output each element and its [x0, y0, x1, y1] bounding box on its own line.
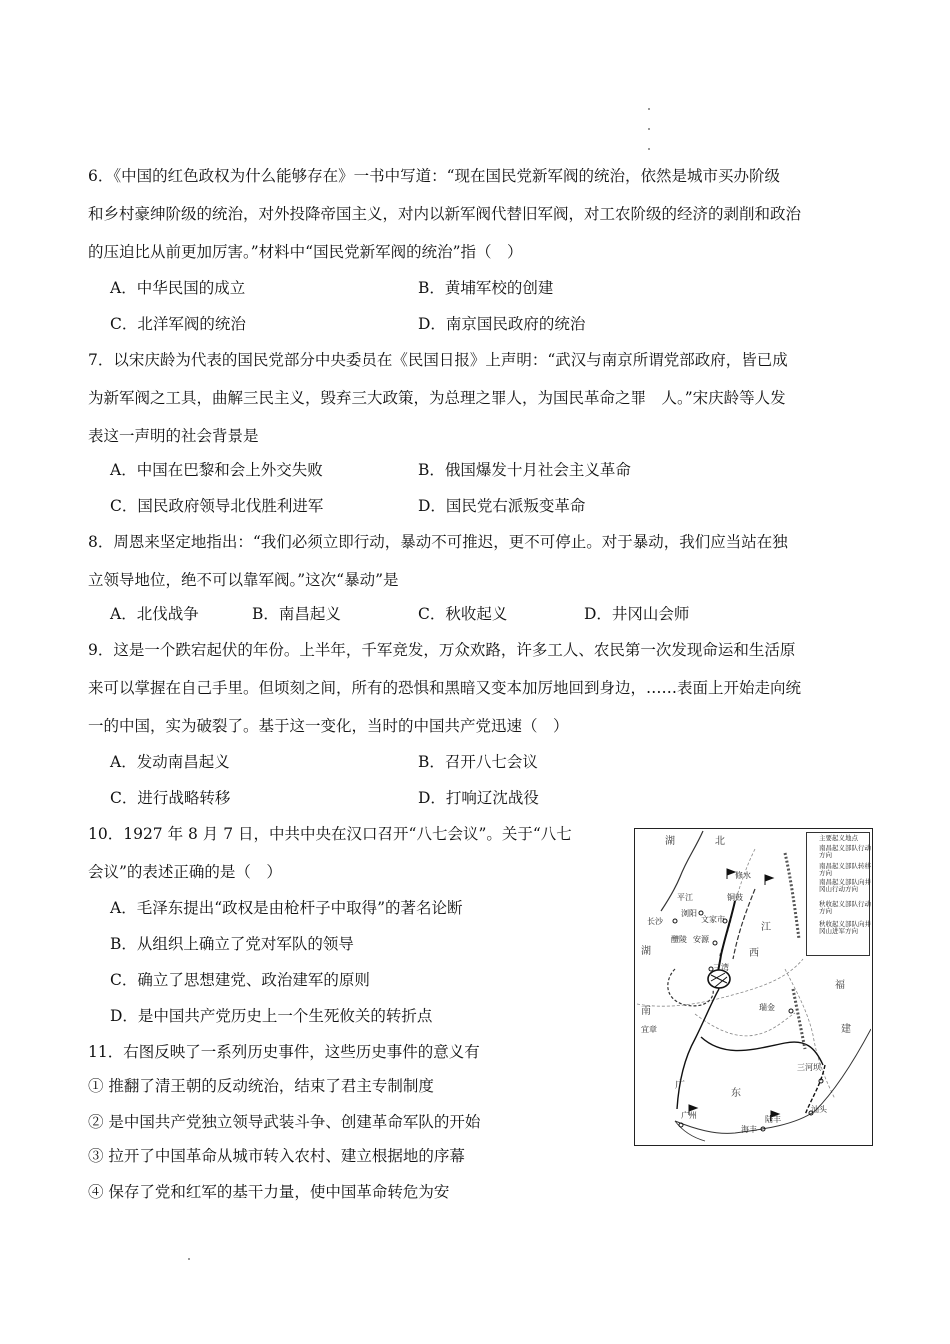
question-11-item-3: ③ 拉开了中国革命从城市转入农村、建立根据地的序幕: [88, 1147, 465, 1165]
question-10-option-d: D．是中国共产党历史上一个生死攸关的转折点: [110, 1007, 433, 1025]
question-10-stem-line2: 会议”的表述正确的是（ ）: [88, 863, 282, 881]
place-label: 海丰: [741, 1125, 757, 1134]
question-11-item-1: ① 推翻了清王朝的反动统治，结束了君主专制制度: [88, 1077, 434, 1095]
question-8-option-c: C．秋收起义: [418, 605, 508, 623]
place-label: 三湾: [713, 963, 729, 972]
province-label: 江: [761, 922, 771, 933]
province-label: 南: [641, 1006, 651, 1017]
question-10-option-b: B．从组织上确立了党对军队的领导: [110, 935, 354, 953]
place-label: 安源: [693, 935, 709, 944]
question-9-option-c: C．进行战略转移: [110, 789, 231, 807]
province-label: 福: [835, 980, 845, 991]
place-label: 醴陵: [671, 935, 687, 944]
place-label: 平江: [677, 893, 693, 902]
question-10-option-c: C．确立了思想建党、政治建军的原则: [110, 971, 370, 989]
scan-dot: [648, 148, 650, 150]
question-9-option-d: D．打响辽沈战役: [418, 789, 539, 807]
place-label: 铜鼓: [727, 893, 743, 902]
province-label: 西: [749, 948, 759, 959]
legend-item: 秋收起义部队向井冈山进军方向: [819, 920, 871, 935]
question-8-option-a: A．北伐战争: [110, 605, 199, 623]
place-label: 汕头: [811, 1105, 827, 1114]
question-10-stem-line1: 10．1927 年 8 月 7 日，中共中央在汉口召开“八七会议”。关于“八七: [88, 825, 572, 843]
legend-item: 南昌起义部队向井冈山行动方向: [819, 878, 871, 893]
question-8-option-b: B．南昌起义: [252, 605, 341, 623]
question-9-stem-line3: 一的中国，实为破裂了。基于这一变化，当时的中国共产党迅速（ ）: [88, 717, 569, 735]
question-7-stem-line1: 7．以宋庆龄为代表的国民党部分中央委员在《民国日报》上声明：“武汉与南京所谓党部政府，皆已成: [88, 351, 788, 369]
scan-dot: [188, 1258, 190, 1260]
question-7-stem-line2: 为新军阀之工具，曲解三民主义，毁弃三大政策，为总理之罪人，为国民革命之罪 人。”宋庆龄等人发: [88, 389, 786, 407]
legend-item: 主要起义地点: [819, 834, 858, 842]
question-6-option-a: A．中华民国的成立: [110, 279, 246, 297]
scan-dot: [648, 128, 650, 130]
question-11-item-4: ④ 保存了党和红军的基干力量，使中国革命转危为安: [88, 1183, 450, 1201]
question-6-option-c: C．北洋军阀的统治: [110, 315, 246, 333]
question-11-stem: 11．右图反映了一系列历史事件，这些历史事件的意义有: [88, 1043, 480, 1061]
question-9-option-b: B．召开八七会议: [418, 753, 538, 771]
scan-dot: [648, 108, 650, 110]
place-label: 三河坝: [797, 1063, 821, 1072]
question-6-stem-line1: 6．《中国的红色政权为什么能够存在》一书中写道：“现在国民党新军阀的统治，依然是城市买办阶级: [88, 167, 781, 185]
question-9-stem-line2: 来可以掌握在自己手里。但顷刻之间，所有的恐惧和黑暗又变本加厉地回到身边，……表面上开始走向统: [88, 679, 802, 697]
question-7-option-c: C．国民政府领导北伐胜利进军: [110, 497, 324, 515]
question-7-option-a: A．中国在巴黎和会上外交失败: [110, 461, 323, 479]
question-8-stem-line2: 立领导地位，绝不可以靠军阀。”这次“暴动”是: [88, 571, 399, 589]
question-9-stem-line1: 9．这是一个跌宕起伏的年份。上半年，千军竞发，万众欢路，许多工人、农民第一次发现命运和生活原: [88, 641, 796, 659]
question-7-option-b: B．俄国爆发十月社会主义革命: [418, 461, 631, 479]
province-label: 湖: [665, 836, 675, 847]
place-label: 浏阳: [681, 909, 697, 918]
province-label: 北: [715, 836, 725, 847]
question-6-option-d: D．南京国民政府的统治: [418, 315, 586, 333]
question-8-option-d: D．井冈山会师: [584, 605, 690, 623]
place-label: 瑞金: [759, 1003, 775, 1012]
uprising-routes-map: [634, 828, 873, 1146]
place-label: 文家市: [701, 915, 725, 924]
legend-item: 南昌起义部队转移方向: [819, 862, 871, 877]
place-label: 长沙: [647, 917, 663, 926]
question-6-stem-line2: 和乡村豪绅阶级的统治，对外投降帝国主义，对内以新军阀代替旧军阀，对工农阶级的经济的剥削和政治: [88, 205, 802, 223]
legend-item: 秋收起义部队行动方向: [819, 900, 871, 915]
place-label: 广州: [681, 1111, 697, 1120]
question-9-option-a: A．发动南昌起义: [110, 753, 230, 771]
question-11-item-2: ② 是中国共产党独立领导武装斗争、创建革命军队的开始: [88, 1113, 481, 1131]
question-7-stem-line3: 表这一声明的社会背景是: [88, 427, 259, 445]
question-7-option-d: D．国民党右派叛变革命: [418, 497, 586, 515]
place-label: 陆丰: [765, 1115, 781, 1124]
province-label: 广: [675, 1080, 685, 1091]
question-6-option-b: B．黄埔军校的创建: [418, 279, 554, 297]
map-legend: [806, 832, 870, 956]
place-label: 宜章: [641, 1025, 657, 1034]
place-label: 修水: [735, 871, 751, 880]
province-label: 湖: [641, 946, 651, 957]
question-6-stem-line3: 的压迫比从前更加厉害。”材料中“国民党新军阀的统治”指（ ）: [88, 243, 523, 261]
province-label: 建: [841, 1024, 851, 1035]
legend-item: 南昌起义部队行动方向: [819, 844, 871, 859]
question-8-stem-line1: 8．周恩来坚定地指出：“我们必须立即行动，暴动不可推迟，更不可停止。对于暴动，我们应当站在独: [88, 533, 788, 551]
question-10-option-a: A．毛泽东提出“政权是由枪杆子中取得”的著名论断: [110, 899, 463, 917]
province-label: 东: [731, 1088, 741, 1099]
